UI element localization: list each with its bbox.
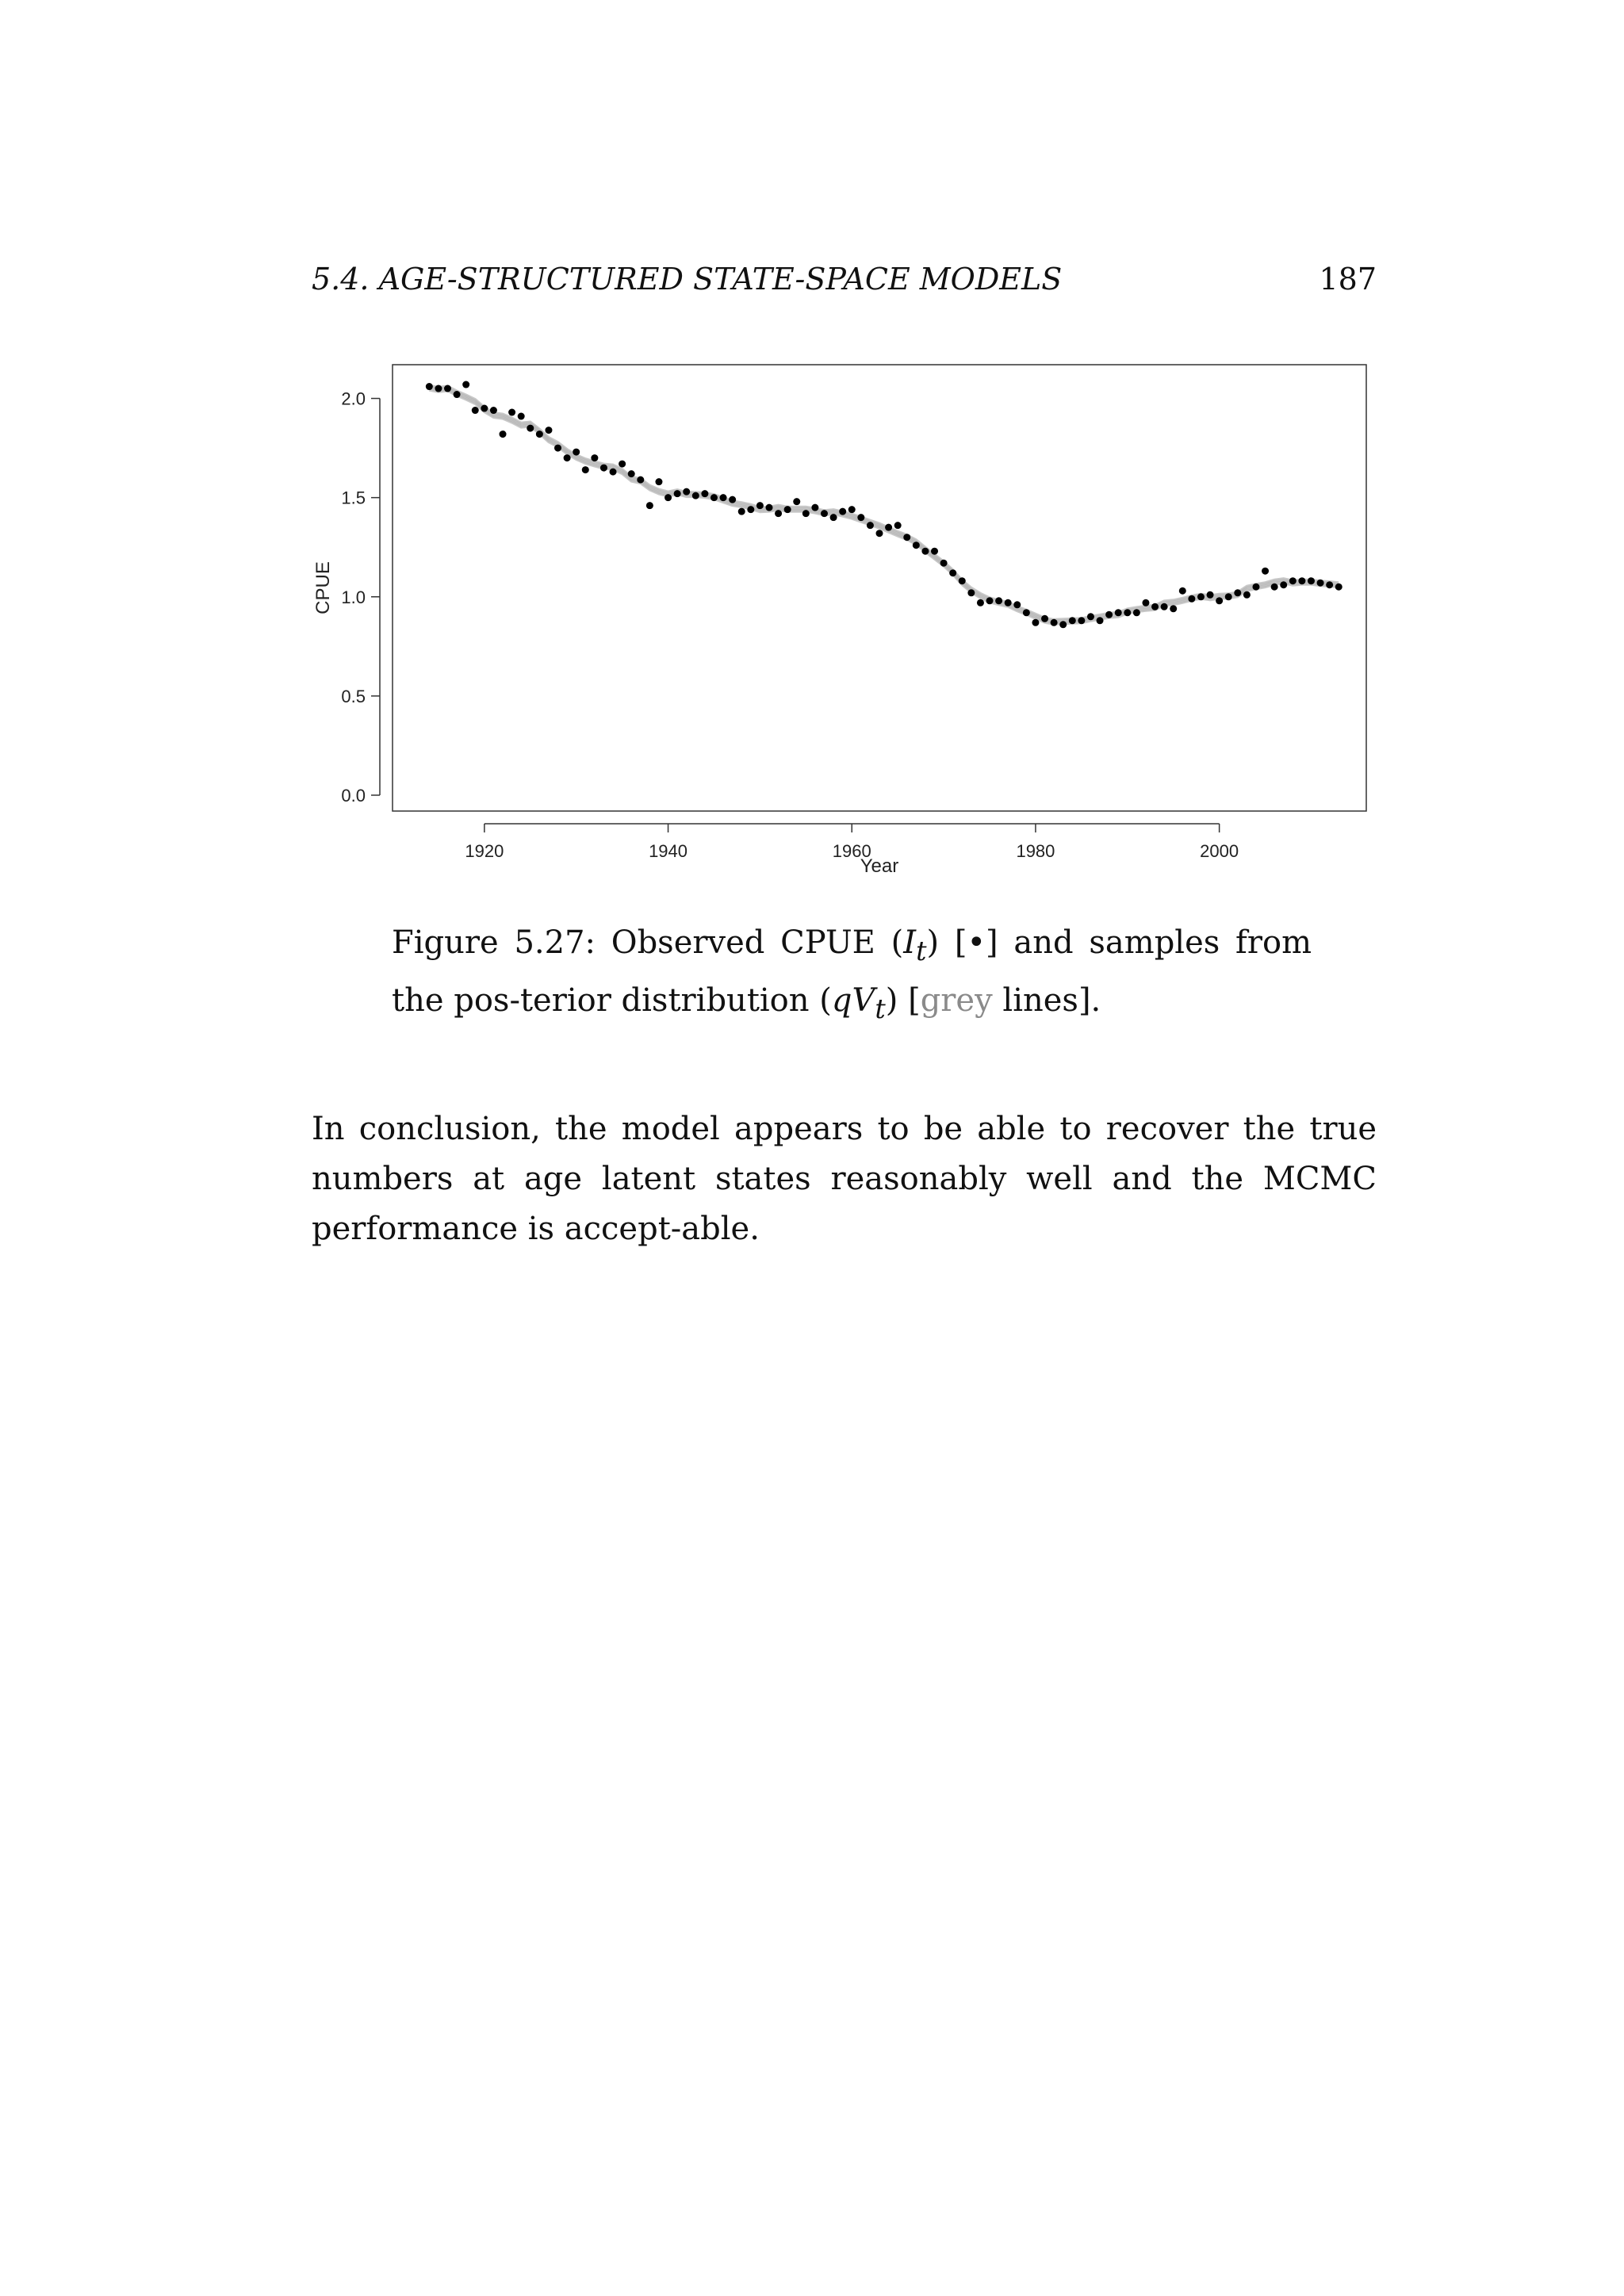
running-header xyxy=(312,262,1377,301)
data-point xyxy=(1197,593,1205,600)
data-point xyxy=(747,506,754,513)
data-point xyxy=(655,478,662,485)
data-point xyxy=(426,383,433,390)
posterior-sample-line xyxy=(429,387,1339,621)
data-point xyxy=(701,490,708,497)
data-point xyxy=(1105,611,1113,618)
caption-math-i: I xyxy=(903,924,917,961)
data-point xyxy=(536,430,543,438)
data-point xyxy=(894,522,902,529)
data-point xyxy=(1216,597,1223,604)
caption-sub-t: t xyxy=(916,936,927,966)
data-point xyxy=(1124,609,1131,616)
data-point xyxy=(986,597,994,604)
data-point xyxy=(1161,603,1168,610)
y-tick-label: 0.0 xyxy=(341,785,366,806)
caption-text: ) [•] and samples from the pos-terior distribution ( xyxy=(392,924,1312,1019)
data-point xyxy=(472,407,479,414)
data-point xyxy=(1317,580,1324,587)
data-point xyxy=(674,490,681,497)
data-point xyxy=(1115,609,1122,616)
data-point xyxy=(490,407,497,414)
data-point xyxy=(913,541,920,549)
data-point xyxy=(619,461,626,468)
data-point xyxy=(1271,584,1278,591)
y-tick-label: 0.5 xyxy=(341,686,366,706)
data-point xyxy=(435,385,442,392)
y-tick-label: 1.0 xyxy=(341,587,366,607)
data-point xyxy=(646,502,653,509)
data-point xyxy=(949,569,956,576)
data-point xyxy=(729,496,736,503)
data-point xyxy=(1142,599,1149,607)
caption-text: lines]. xyxy=(992,982,1101,1019)
data-point xyxy=(1051,619,1058,626)
data-point xyxy=(527,425,534,432)
data-point xyxy=(811,504,818,511)
data-point xyxy=(1013,601,1021,608)
caption-grey-word: grey xyxy=(920,982,993,1019)
data-point xyxy=(720,494,727,501)
data-point xyxy=(1225,593,1232,600)
data-point xyxy=(1262,568,1269,575)
data-point xyxy=(692,492,699,499)
x-tick-label: 1920 xyxy=(465,841,504,861)
data-point xyxy=(1243,591,1251,599)
data-point xyxy=(857,514,864,521)
data-point xyxy=(1133,609,1140,616)
data-point xyxy=(1179,587,1186,595)
data-point xyxy=(1298,577,1305,584)
data-point xyxy=(839,508,846,515)
data-point xyxy=(1005,599,1012,607)
data-point xyxy=(508,409,515,416)
data-point xyxy=(959,577,966,584)
section-title: 5.4. AGE-STRUCTURED STATE-SPACE MODELS xyxy=(312,262,1063,297)
body-paragraph: In conclusion, the model appears to be able to recover the true numbers at age latent states reasonably well and the MCMC performance is accept-able. xyxy=(312,1111,1377,1247)
caption-text: Observed CPUE ( xyxy=(611,924,904,961)
data-point xyxy=(756,502,764,509)
data-point xyxy=(1188,595,1195,603)
data-point xyxy=(628,470,635,477)
data-point xyxy=(867,522,874,529)
data-point xyxy=(454,391,461,398)
data-point xyxy=(573,449,580,456)
data-point xyxy=(462,381,469,388)
x-tick-label: 1960 xyxy=(832,841,871,861)
data-point xyxy=(444,385,451,392)
data-point xyxy=(793,498,800,505)
data-point xyxy=(1335,584,1342,591)
data-point xyxy=(591,454,598,461)
data-point xyxy=(765,504,772,511)
data-point xyxy=(610,469,617,476)
y-tick-label: 1.5 xyxy=(341,488,366,508)
data-point xyxy=(710,494,718,501)
data-point xyxy=(1170,605,1177,612)
data-point xyxy=(500,430,507,438)
y-axis-label: CPUE xyxy=(312,561,334,614)
data-point xyxy=(848,506,856,513)
data-point xyxy=(995,597,1002,604)
x-tick-label: 2000 xyxy=(1200,841,1239,861)
data-point xyxy=(1097,617,1104,624)
data-point xyxy=(1280,581,1287,588)
caption-text: ) [ xyxy=(885,982,921,1019)
data-point xyxy=(1252,584,1259,591)
data-point xyxy=(1289,577,1297,584)
data-point xyxy=(1326,581,1333,588)
posterior-sample-line xyxy=(429,390,1339,624)
figure xyxy=(309,349,1380,904)
posterior-sample-line xyxy=(429,385,1339,619)
x-tick-label: 1940 xyxy=(649,841,688,861)
x-axis-label: Year xyxy=(860,855,899,877)
figure-caption xyxy=(392,918,1312,1034)
data-point xyxy=(775,510,782,517)
data-point xyxy=(1234,589,1241,596)
data-point xyxy=(940,560,948,567)
data-point xyxy=(564,454,571,461)
data-point xyxy=(1308,577,1315,584)
data-point xyxy=(637,476,644,484)
data-point xyxy=(518,413,525,420)
data-point xyxy=(665,494,672,501)
y-tick-label: 2.0 xyxy=(341,388,366,409)
page-number: 187 xyxy=(1319,262,1377,297)
x-tick-label: 1980 xyxy=(1016,841,1055,861)
data-point xyxy=(885,524,892,531)
data-point xyxy=(830,514,837,521)
data-point xyxy=(802,510,810,517)
data-point xyxy=(903,534,910,541)
posterior-sample-line xyxy=(429,388,1339,622)
data-point xyxy=(683,488,690,496)
data-point xyxy=(1078,617,1085,624)
data-point xyxy=(967,589,975,596)
data-point xyxy=(1032,619,1039,626)
data-point xyxy=(1207,591,1214,599)
data-point xyxy=(921,548,929,555)
caption-math-qv: qV xyxy=(831,982,875,1019)
data-point xyxy=(1023,609,1030,616)
data-point xyxy=(554,445,561,452)
cpue-chart xyxy=(309,349,1380,904)
data-point xyxy=(582,466,589,473)
data-point xyxy=(738,508,745,515)
data-point xyxy=(931,548,938,555)
data-point xyxy=(784,506,791,513)
data-point xyxy=(481,405,488,412)
data-point xyxy=(545,427,552,434)
data-point xyxy=(1151,603,1159,610)
data-point xyxy=(600,465,607,472)
data-point xyxy=(1087,613,1094,620)
data-point xyxy=(1041,615,1048,622)
data-point xyxy=(821,510,828,517)
data-point xyxy=(876,530,883,537)
caption-sub-t: t xyxy=(875,993,886,1024)
data-point xyxy=(1059,621,1067,628)
data-point xyxy=(1069,617,1076,624)
caption-label: Figure 5.27: xyxy=(392,924,596,961)
data-point xyxy=(977,599,984,607)
